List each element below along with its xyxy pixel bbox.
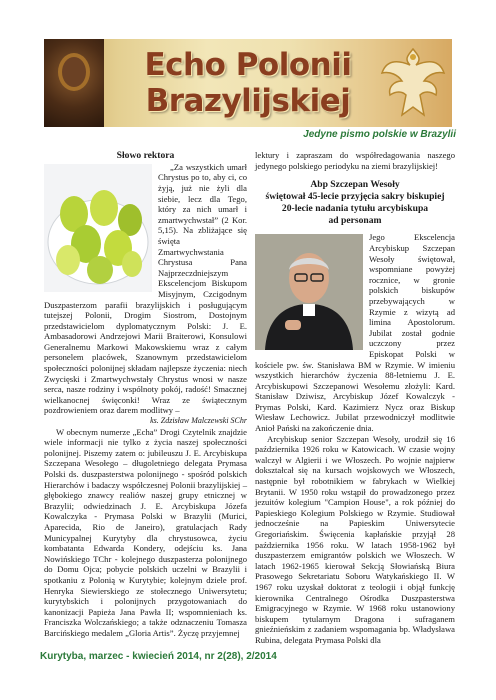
tagline: Jedyne pismo polskie w Brazylii (303, 129, 456, 140)
article-heading-line1: Abp Szczepan Wesoły (310, 179, 400, 191)
article-heading-line2: świętował 45-lecie przyjęcia sakry biskupiej (265, 190, 445, 202)
article-heading-line3: 20-lecie nadania tytułu arcybiskupa (281, 202, 429, 214)
masthead-title-line1: Echo Polonii (144, 47, 352, 83)
left-heading: Słowo rektora (116, 150, 175, 161)
article-heading-line4: ad personam (328, 214, 382, 226)
issue-footer: Kurytyba, marzec - kwiecień 2014, nr 2(28), 2/2014 (40, 651, 277, 662)
issue-contents-paragraph: W obecnym numerze „Echa” Drogi Czytelnik znajdzie wiele informacji nie tylko z życia naszej społeczności polonijnej. Piszemy zatem o: jubileuszu J. E. Arcybiskupa Szczepana Wesołego – długoletniego delegata Prymasa Polski ds. duszpasterstwa polonijnego - spośród polskich Hierarchów i badaczy współczesnej Polonii brazylijskiej – głębokiego znawcy realiów naszej grupy etnicznej w Brazylii; odwiedzinach J. E. Arcybiskupa Józefa Kowalczyka - Prymasa Polski w Brazylii (Murici, Aparecida, Rio de Janeiro), gratulacjach Rady Municypalnej Kurytyby dla chrystusowca, życiu kombatanta Edwarda Kondery, odejściu ks. Jana Nowińskiego TChr - kolejnego duszpasterza polonijnego do Domu Ojca; pobycie polskich uczelni w Brazylii i spotkaniu z Polonią w Kurytybie; kolejnym dziele prof. Henryka Siewierskiego ze stołecznego Uniwersytetu; kurytybskich i polonijnych przygotowaniach do kanonizacji Papieża Jana Pawła II; wspomnieniach ks. Franciszka Wolczańskiego; a także odznaczeniu Tomasza Barcińskiego medalem „Gloria Artis”. Życzę przyjemnej (44, 426, 247, 638)
masthead-banner (44, 39, 452, 127)
right-column (255, 150, 455, 646)
article-paragraph-1: Jego Ekscelencja Arcybiskup Szczepan Wesoły świętował, wspomniane powyżej rocznice, w gronie polskich biskupów przebywających w Rzymie z wizytą ad limina Apostolorum. Jubilat został godnie uczczony przez Episkopat Polski w kościele pw. św. Stanisława BM w Rzymie. W imieniu wszystkich hierarchów życzenia 88-letniemu J. E. Arcybiskupowi Szczepanowi Wesołemu złożyli: Kard. Stanisław Dziwisz, Arcybiskup Józef Kowalczyk - Prymas Polski, Kard. Kazimierz Nycz oraz Biskup Wiesław Lechowicz. Jubilat przewodniczył modlitwie Anioł Pański na zakończenie dnia. (255, 232, 455, 434)
left-column (44, 150, 247, 639)
archbishop-portrait-image (255, 234, 363, 350)
white-eagle-icon (380, 45, 446, 121)
masthead-title-line2: Brazylijskiej (145, 83, 351, 119)
rector-greeting: „Za wszystkich umarł Chrystus po to, aby ci, co żyją, już nie żyli dla siebie, lecz dla Tego, który za nich umarł i zmartwychwstał” (2 Kor. 5,15). Na zbliżające się święta Zmartwychwstania Chrystusa Pana Najprzeczdniejszym Ekscelencjom Biskupom Misyjnym, Czcigodnym Duszpasterzom parafii brazylijskich i posługującym tutejszej Polonii, Drogim Siostrom, Dostojnym przedstawicielom dyplomatycznym Polski: J. E. Ambasadorowi Andrzejowi Marii Braiterowi, Konsulowi Generalnemu Markowi Makowskiemu wraz z całym personelem placówek, Szanownym przedstawicielom społeczności polonijnej składam najlepsze życzenia: niech Zwycięski i Zmartwychwstały Chrystus wnosi w nasze serca, nasze rodziny i wspólnoty pokój, radość! Smacznej wielkanocnej święconki! Wraz ze świątecznym pozdrowieniem oraz darem modlitwy – (44, 161, 247, 416)
article-paragraph-2: Arcybiskup senior Szczepan Wesoły, urodził się 16 października 1926 roku w Katowicach. W czasie wojny walczył w Algierii i we Włoszech. Po wojnie najpierw dokształcał się na kursach wojskowych we Włoszech, następnie był robotnikiem w fabrykach w Wielkiej Brytanii. W 1950 roku wstąpił do prowadzonego przez jezuitów kolegium "Campion House", a rok później do Papieskiego Kolegium Polskiego w Rzymie. Studiował jednocześnie na Papieskim Uniwersytecie Gregoriańskim. Święcenia kapłańskie przyjął 28 października 1956 roku. W latach 1958-1962 był duszpasterzem emigrantów polskich we Włoszech. W latach 1962-1965 kierował Sekcją Słowiańską Biura Prasowego Sekretariatu Soboru Watykańskiego II. W 1967 roku uzyskał doktorat z teologii i objął funkcję kierownika Centralnego Ośrodka Duszpasterstwa Emigracyjnego w Rzymie. W 1968 roku ustanowiony biskupem tytularnym Dragona i sufraganem gnieźnieńskim z zadaniem wspomagania bp. Władysława Rubina, delegata Prymasa Polski dla (255, 433, 455, 645)
issue-closing-text: lektury i zapraszam do współredagowania naszego jedynego polskiego periodyku na ziemi brazylijskiej! (255, 150, 455, 171)
easter-eggs-image (44, 164, 152, 292)
rector-signature: ks. Zdzisław Malczewski SChr (150, 416, 247, 426)
